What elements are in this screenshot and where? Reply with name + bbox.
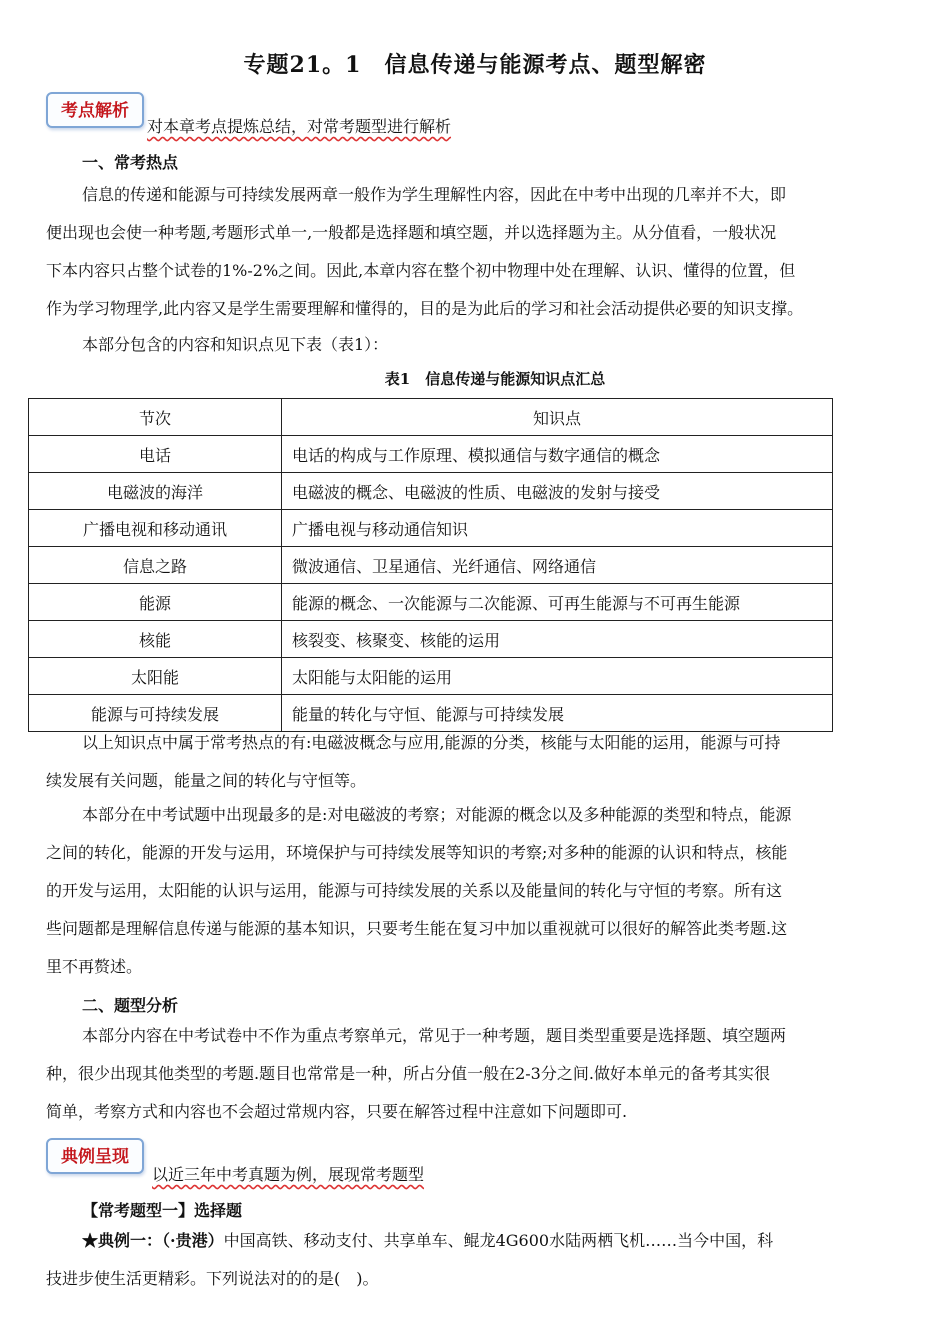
- table-cell: 太阳能: [29, 658, 282, 695]
- section-badge-kaodian: [46, 92, 144, 128]
- table-cell: 能源: [29, 584, 282, 621]
- paragraph-hot-points: [46, 724, 906, 800]
- example-text: 中国高铁、移动支付、共享单车、鲲龙4G600水陆两栖飞机……当今中国，科: [223, 1231, 774, 1250]
- text-line: 续发展有关问题，能量之间的转化与守恒等。: [46, 771, 367, 790]
- table-cell: 能量的转化与守恒、能源与可持续发展: [282, 695, 833, 732]
- table-cell: 电磁波的海洋: [29, 473, 282, 510]
- heading-hot-topics: 一、常考热点: [82, 153, 179, 172]
- section-badge-dianli: [46, 1138, 144, 1174]
- table-cell: 广播电视与移动通信知识: [282, 510, 833, 547]
- text-line: 种，很少出现其他类型的考题.题目也常常是一种，所占分值一般在2-3分之间.做好本单元的备考其实很: [46, 1064, 770, 1083]
- paragraph-exam-focus: [46, 796, 906, 986]
- text-line: 便出现也会使一种考题,考题形式单一,一般都是选择题和填空题，并以选择题为主。从分值看，一般状况: [46, 223, 777, 242]
- table-cell: 核裂变、核聚变、核能的运用: [282, 621, 833, 658]
- text-line: 本部分在中考试题中出现最多的是:对电磁波的考察；对能源的概念以及多种能源的类型和特点，能源: [82, 805, 792, 824]
- section-note: 以近三年中考真题为例，展现常考题型: [152, 1165, 425, 1184]
- table-cell: 电磁波的概念、电磁波的性质、电磁波的发射与接受: [282, 473, 833, 510]
- table-row: [29, 658, 833, 695]
- table-cell: 广播电视和移动通讯: [29, 510, 282, 547]
- table-cell: 能源的概念、一次能源与二次能源、可再生能源与不可再生能源: [282, 584, 833, 621]
- page-title: 专题21。1 信息传递与能源考点、题型解密: [243, 52, 707, 78]
- table-cell: 太阳能与太阳能的运用: [282, 658, 833, 695]
- table-caption: 表1 信息传递与能源知识点汇总: [384, 370, 606, 388]
- heading-question-types: 二、题型分析: [82, 996, 179, 1015]
- text-line: 作为学习物理学,此内容又是学生需要理解和懂得的，目的是为此后的学习和社会活动提供必要的知识支撑。: [46, 299, 804, 318]
- table-cell: 核能: [29, 621, 282, 658]
- example-label: ★典例一：（·贵港）: [82, 1231, 224, 1250]
- paragraph-intro: [46, 176, 906, 328]
- text-line: 技进步使生活更精彩。下列说法对的的是( )。: [46, 1269, 379, 1288]
- text-line: 信息的传递和能源与可持续发展两章一般作为学生理解性内容，因此在中考中出现的几率并不大，即: [82, 185, 787, 204]
- badge-label: 考点解析: [46, 92, 144, 128]
- text-line: 里不再赘述。: [46, 957, 143, 976]
- text-line: 下本内容只占整个试卷的1%-2%之间。因此,本章内容在整个初中物理中处在理解、认识、懂得的位置，但: [46, 261, 796, 280]
- knowledge-table: [28, 398, 833, 732]
- badge-label: 典例呈现: [46, 1138, 144, 1174]
- table-cell: 微波通信、卫星通信、光纤通信、网络通信: [282, 547, 833, 584]
- text-line: [46, 1222, 906, 1260]
- table-row: [29, 584, 833, 621]
- example-question: [46, 1222, 906, 1298]
- table-row: [29, 547, 833, 584]
- paragraph-table-intro: [46, 326, 906, 364]
- text-line: 以上知识点中属于常考热点的有:电磁波概念与应用,能源的分类，核能与太阳能的运用，能源与可持: [82, 733, 781, 752]
- paragraph-type-analysis: [46, 1017, 906, 1131]
- text-line: 简单，考察方式和内容也不会超过常规内容，只要在解答过程中注意如下问题即可.: [46, 1102, 628, 1121]
- text-line: 之间的转化，能源的开发与运用，环境保护与可持续发展等知识的考察;对多种的能源的认识和特点，核能: [46, 843, 788, 862]
- text-line: 本部分内容在中考试卷中不作为重点考察单元，常见于一种考题，题目类型重要是选择题、填空题两: [82, 1026, 787, 1045]
- text-line: 本部分包含的内容和知识点见下表（表1）：: [82, 335, 389, 354]
- table-row: [29, 510, 833, 547]
- section-note: 对本章考点提炼总结，对常考题型进行解析: [147, 117, 452, 136]
- text-line: 些问题都是理解信息传递与能源的基本知识，只要考生能在复习中加以重视就可以很好的解答此类考题.这: [46, 919, 788, 938]
- table-cell: 信息之路: [29, 547, 282, 584]
- table-row: [29, 436, 833, 473]
- table-cell: 电话: [29, 436, 282, 473]
- question-type-label: 【常考题型一】选择题: [82, 1201, 243, 1220]
- table-header-row: [29, 399, 833, 436]
- table-row: [29, 473, 833, 510]
- header-cell-knowledge: 知识点: [282, 399, 833, 436]
- header-cell-section: 节次: [29, 399, 282, 436]
- table-cell: 能源与可持续发展: [29, 695, 282, 732]
- text-line: 的开发与运用，太阳能的认识与运用，能源与可持续发展的关系以及能量间的转化与守恒的考察。所有这: [46, 881, 783, 900]
- table-cell: 电话的构成与工作原理、模拟通信与数字通信的概念: [282, 436, 833, 473]
- table-row: [29, 621, 833, 658]
